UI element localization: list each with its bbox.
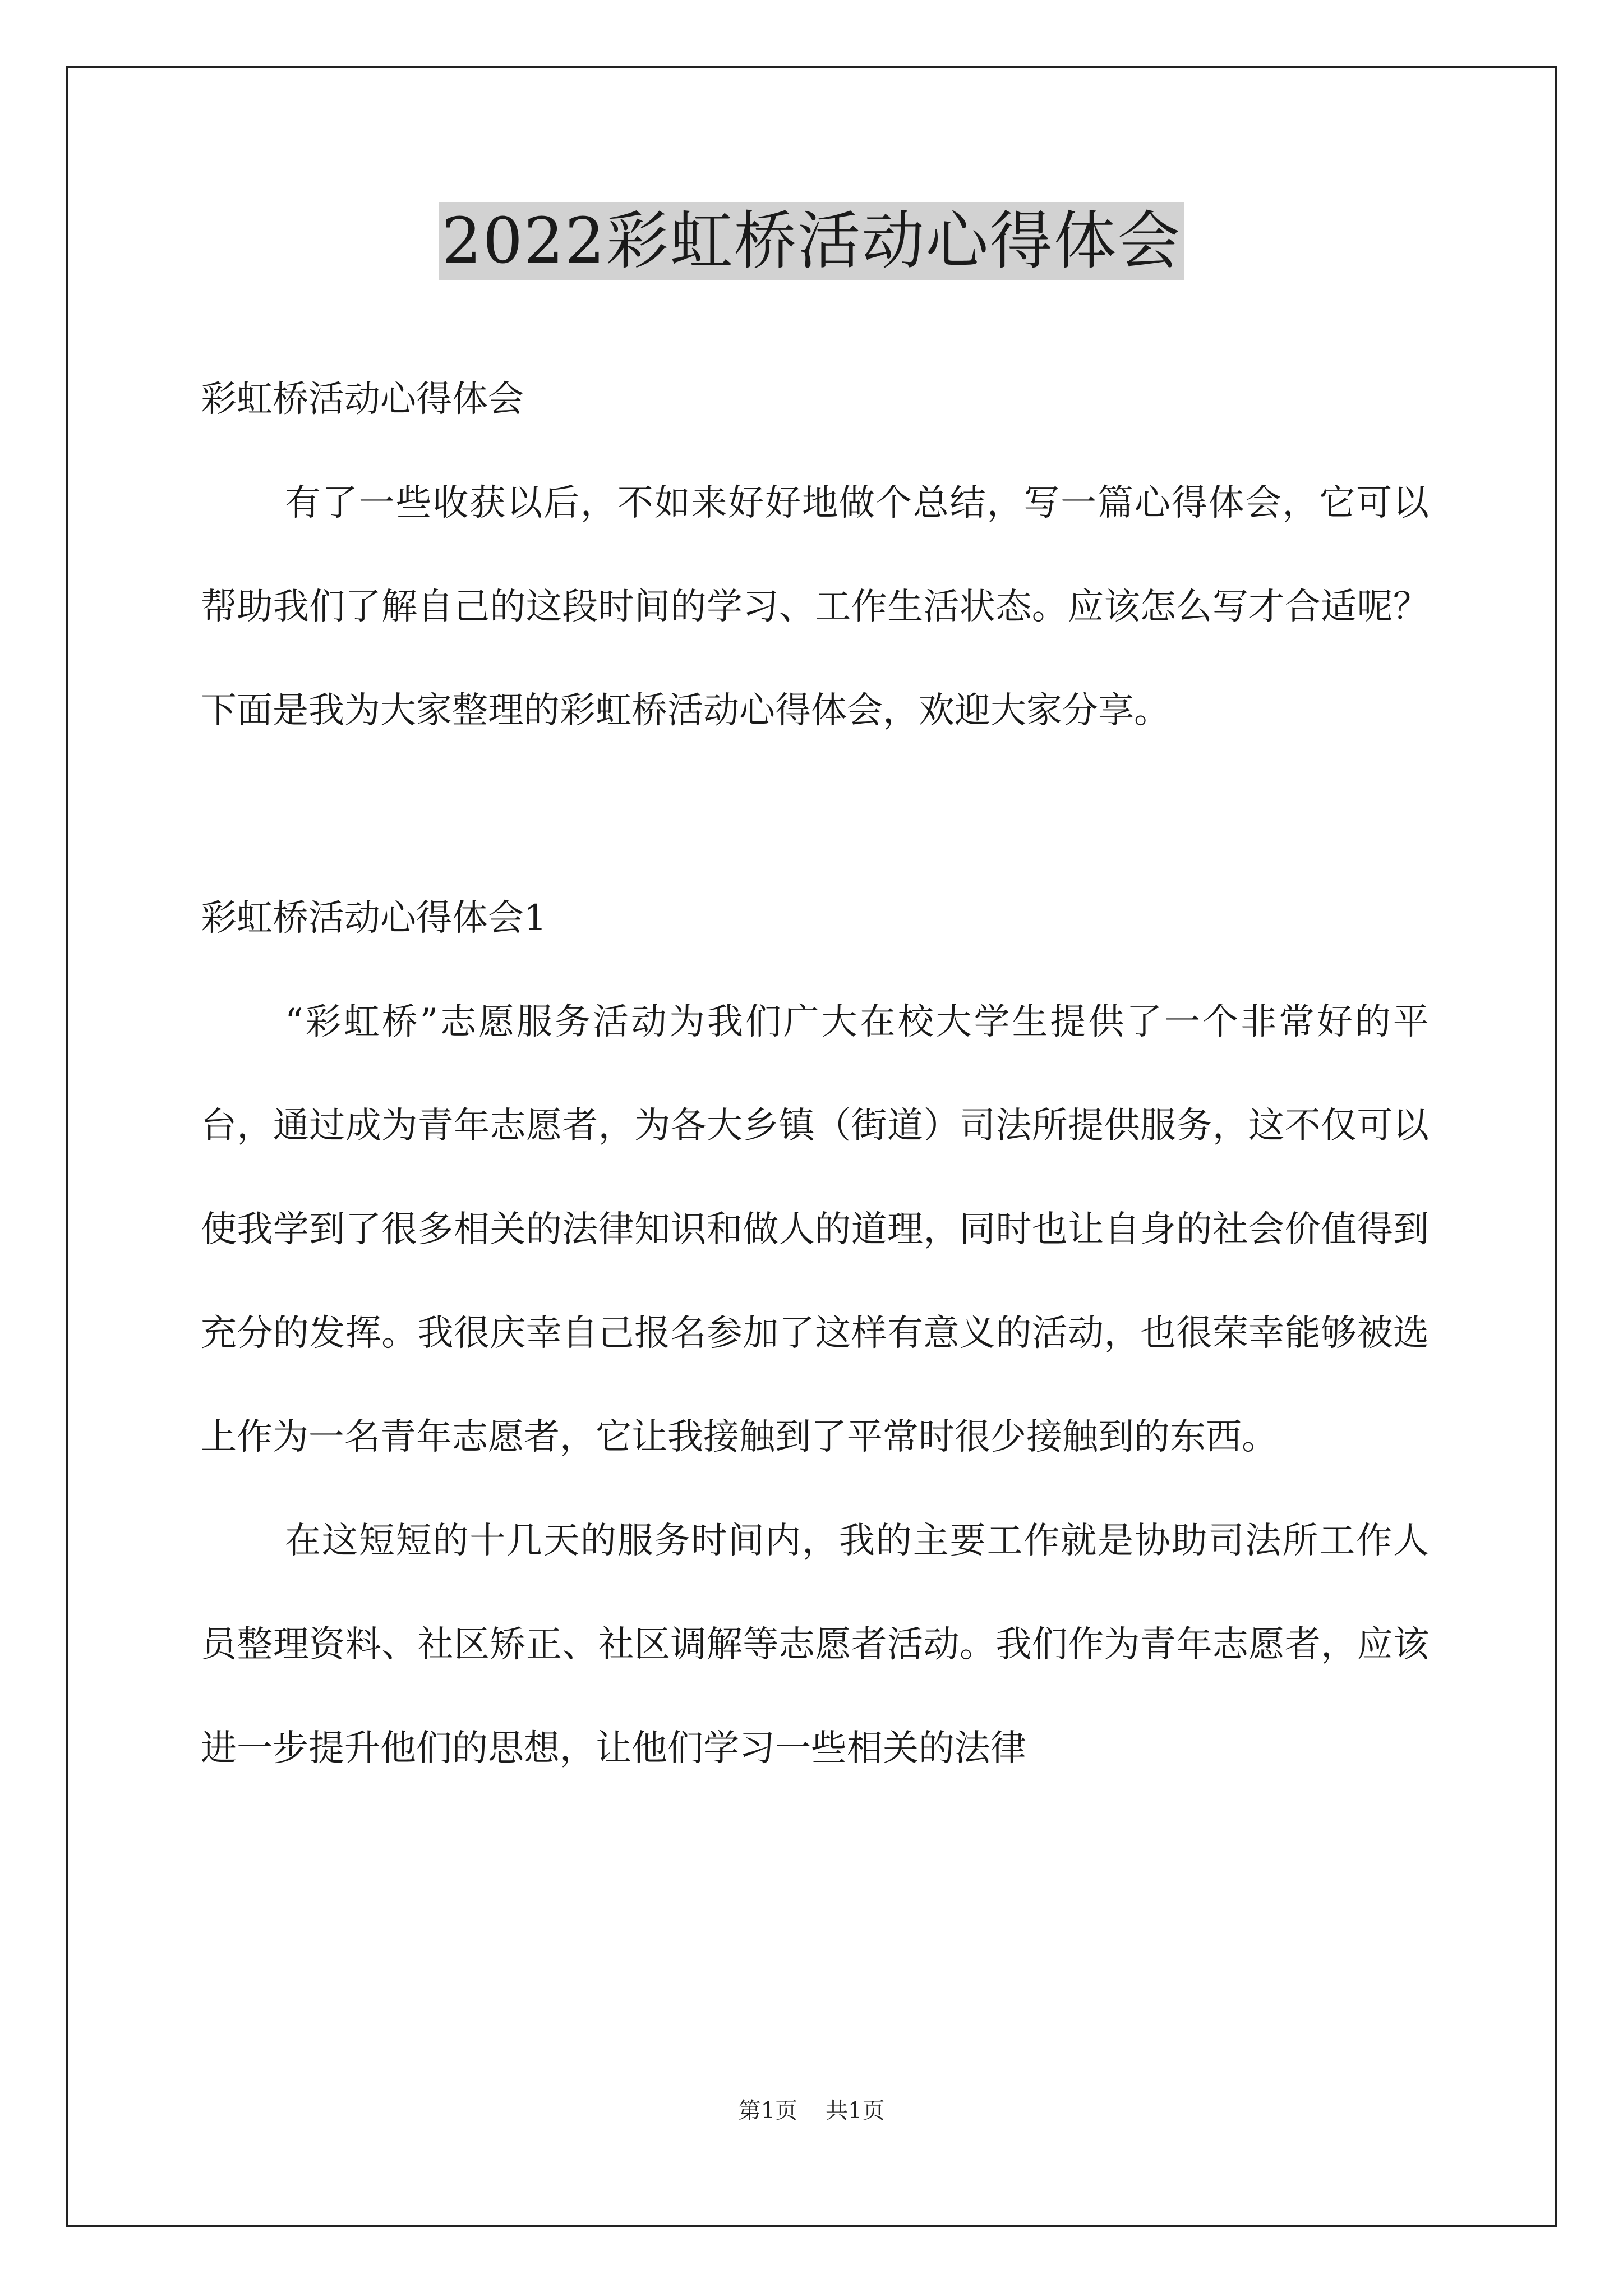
intro-paragraph: 有了一些收获以后，不如来好好地做个总结，写一篇心得体会，它可以帮助我们了解自己的这段时间的学习、工作生活状态。应该怎么写才合适呢？下面是我为大家整理的彩虹桥活动心得体会，欢迎大家分享。 [201,482,1429,731]
section-gap [201,763,1429,867]
section-heading: 彩虹桥活动心得体会1 [201,898,547,939]
body-paragraph: 在这短短的十几天的服务时间内，我的主要工作就是协助司法所工作人员整理资料、社区矫正、社区调解等志愿者活动。我们作为青年志愿者，应该进一步提升他们的思想，让他们学习一些相关的法律 [201,1520,1429,1769]
title-container [0,202,1623,280]
document-body [201,348,1429,1801]
subtitle: 彩虹桥活动心得体会 [201,379,524,420]
page-number: 第1页 [738,2098,797,2124]
page-total: 共1页 [826,2098,885,2124]
body-paragraph: “彩虹桥”志愿服务活动为我们广大在校大学生提供了一个非常好的平台，通过成为青年志愿者，为各大乡镇（街道）司法所提供服务，这不仅可以使我学到了很多相关的法律知识和做人的道理，同时也让自身的社会价值得到充分的发挥。我很庆幸自己报名参加了这样有意义的活动，也很荣幸能够被选上作为一名青年志愿者，它让我接触到了平常时很少接触到的东西。 [201,1001,1429,1458]
document-title: 2022彩虹桥活动心得体会 [439,202,1183,280]
page-footer [0,2094,1623,2128]
